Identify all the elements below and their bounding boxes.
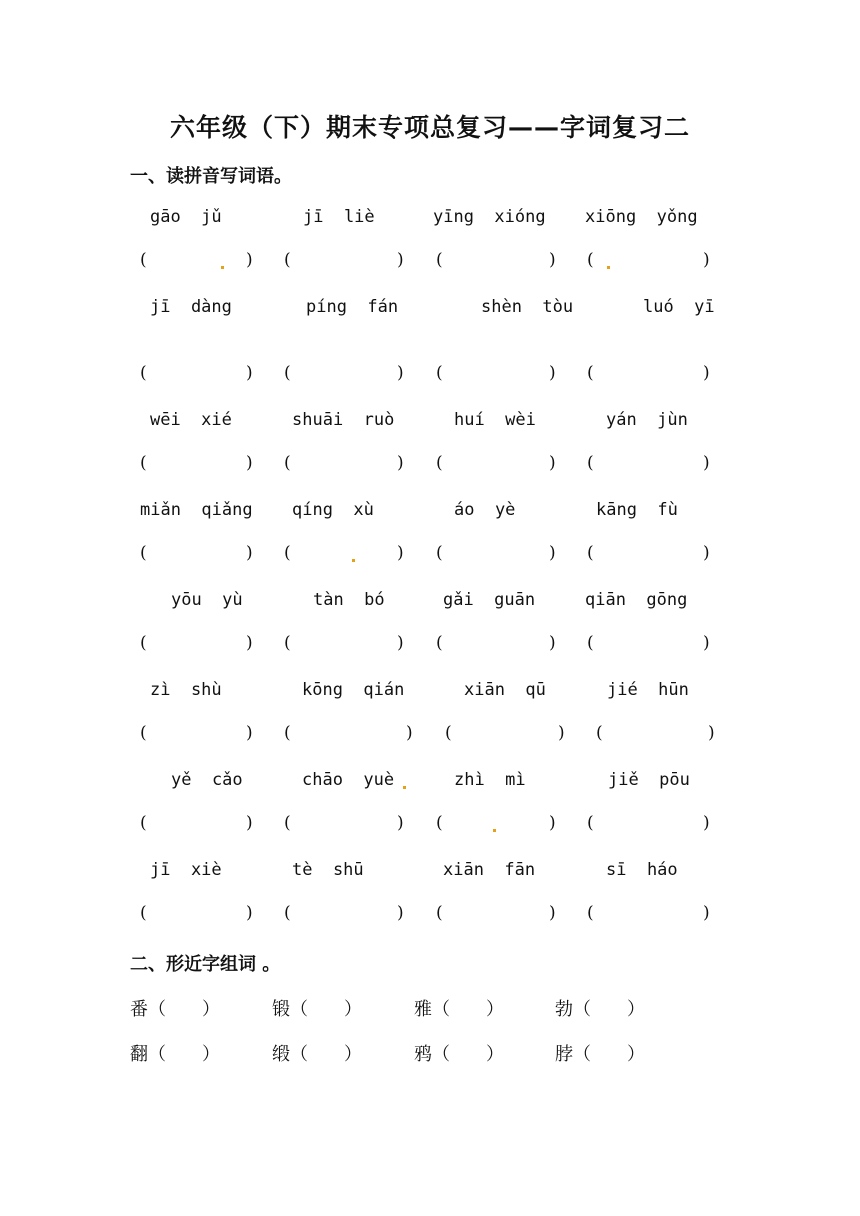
- answer-paren-close: ): [397, 250, 404, 270]
- pinyin: huí wèi: [454, 410, 536, 430]
- pinyin: miǎn qiǎng: [140, 500, 253, 520]
- answer-paren-close: ): [246, 813, 253, 833]
- answer-paren-close: ): [397, 453, 404, 473]
- pinyin: yīng xióng: [433, 207, 546, 227]
- answer-paren-open: (: [284, 633, 291, 653]
- pinyin: wēi xié: [150, 410, 232, 430]
- answer-paren-open: (: [436, 453, 443, 473]
- answer-paren-open: (: [587, 363, 594, 383]
- pinyin: shèn tòu: [481, 297, 574, 317]
- answer-paren-close: ): [397, 633, 404, 653]
- answer-paren-open: (: [587, 903, 594, 923]
- answer-paren-open: (: [596, 723, 603, 743]
- answer-paren-open: (: [140, 903, 147, 923]
- pinyin: tàn bó: [313, 590, 385, 610]
- answer-paren-close: ): [703, 453, 710, 473]
- similar-char-item: 翻（ ）: [130, 1044, 220, 1065]
- section-1-heading: 一、读拼音写词语。: [130, 166, 292, 187]
- answer-paren-open: (: [587, 250, 594, 270]
- similar-char-item: 缎（ ）: [272, 1044, 362, 1065]
- pinyin: tè shū: [292, 860, 364, 880]
- answer-paren-close: ): [246, 633, 253, 653]
- answer-paren-open: (: [436, 903, 443, 923]
- answer-paren-close: ): [246, 543, 253, 563]
- mark-dot: [352, 559, 355, 562]
- answer-paren-open: (: [284, 453, 291, 473]
- answer-paren-open: (: [140, 723, 147, 743]
- answer-paren-close: ): [406, 723, 413, 743]
- answer-paren-close: ): [549, 813, 556, 833]
- answer-paren-close: ): [549, 453, 556, 473]
- answer-paren-close: ): [703, 250, 710, 270]
- answer-paren-close: ): [397, 903, 404, 923]
- pinyin: xiōng yǒng: [585, 207, 698, 227]
- answer-paren-close: ): [246, 363, 253, 383]
- answer-paren-open: (: [445, 723, 452, 743]
- answer-paren-open: (: [587, 813, 594, 833]
- pinyin: gǎi guān: [443, 590, 536, 610]
- pinyin: yě cǎo: [171, 770, 243, 790]
- answer-paren-close: ): [397, 363, 404, 383]
- similar-char-item: 鸦（ ）: [414, 1044, 504, 1065]
- pinyin: kāng fù: [596, 500, 678, 520]
- pinyin: áo yè: [454, 500, 516, 520]
- answer-paren-close: ): [549, 250, 556, 270]
- pinyin: chāo yuè: [302, 770, 395, 790]
- answer-paren-open: (: [587, 633, 594, 653]
- answer-paren-open: (: [140, 250, 147, 270]
- answer-paren-open: (: [284, 723, 291, 743]
- answer-paren-open: (: [284, 903, 291, 923]
- pinyin: kōng qián: [302, 680, 405, 700]
- pinyin: xiān qū: [464, 680, 546, 700]
- answer-paren-close: ): [549, 903, 556, 923]
- similar-char-item: 雅（ ）: [414, 999, 504, 1020]
- answer-paren-open: (: [436, 633, 443, 653]
- answer-paren-open: (: [140, 543, 147, 563]
- pinyin: jiě pōu: [608, 770, 690, 790]
- answer-paren-open: (: [436, 543, 443, 563]
- answer-paren-open: (: [284, 250, 291, 270]
- mark-dot: [493, 829, 496, 832]
- pinyin: luó yī: [643, 297, 715, 317]
- answer-paren-open: (: [140, 633, 147, 653]
- answer-paren-close: ): [397, 543, 404, 563]
- pinyin: zhì mì: [454, 770, 526, 790]
- answer-paren-open: (: [284, 543, 291, 563]
- answer-paren-close: ): [703, 813, 710, 833]
- answer-paren-open: (: [284, 363, 291, 383]
- similar-char-item: 勃（ ）: [555, 999, 645, 1020]
- pinyin: shuāi ruò: [292, 410, 395, 430]
- answer-paren-close: ): [708, 723, 715, 743]
- similar-char-item: 番（ ）: [130, 999, 220, 1020]
- page-title: 六年级（下）期末专项总复习——字词复习二: [169, 113, 690, 142]
- mark-dot: [221, 266, 224, 269]
- pinyin: qiān gōng: [585, 590, 688, 610]
- pinyin: sī háo: [606, 860, 678, 880]
- answer-paren-open: (: [587, 453, 594, 473]
- pinyin: yán jùn: [606, 410, 688, 430]
- answer-paren-close: ): [246, 453, 253, 473]
- pinyin: jié hūn: [607, 680, 689, 700]
- answer-paren-close: ): [703, 633, 710, 653]
- pinyin: zì shù: [150, 680, 222, 700]
- section-2-heading: 二、形近字组词 。: [130, 954, 281, 975]
- similar-char-item: 脖（ ）: [555, 1044, 645, 1065]
- answer-paren-open: (: [140, 813, 147, 833]
- pinyin: gāo jǔ: [150, 207, 222, 227]
- answer-paren-close: ): [703, 363, 710, 383]
- answer-paren-close: ): [246, 903, 253, 923]
- pinyin: yōu yù: [171, 590, 243, 610]
- answer-paren-close: ): [397, 813, 404, 833]
- answer-paren-open: (: [284, 813, 291, 833]
- answer-paren-close: ): [549, 633, 556, 653]
- mark-dot: [403, 786, 406, 789]
- pinyin: xiān fān: [443, 860, 536, 880]
- pinyin: jī dàng: [150, 297, 232, 317]
- answer-paren-open: (: [436, 813, 443, 833]
- answer-paren-open: (: [436, 363, 443, 383]
- answer-paren-close: ): [549, 363, 556, 383]
- similar-char-item: 锻（ ）: [272, 999, 362, 1020]
- pinyin: qíng xù: [292, 500, 374, 520]
- answer-paren-open: (: [436, 250, 443, 270]
- answer-paren-open: (: [140, 363, 147, 383]
- answer-paren-close: ): [246, 723, 253, 743]
- pinyin: píng fán: [306, 297, 399, 317]
- mark-dot: [607, 266, 610, 269]
- answer-paren-open: (: [140, 453, 147, 473]
- answer-paren-close: ): [558, 723, 565, 743]
- answer-paren-close: ): [703, 903, 710, 923]
- answer-paren-close: ): [549, 543, 556, 563]
- answer-paren-close: ): [703, 543, 710, 563]
- answer-paren-close: ): [246, 250, 253, 270]
- pinyin: jī xiè: [150, 860, 222, 880]
- answer-paren-open: (: [587, 543, 594, 563]
- pinyin: jī liè: [303, 207, 375, 227]
